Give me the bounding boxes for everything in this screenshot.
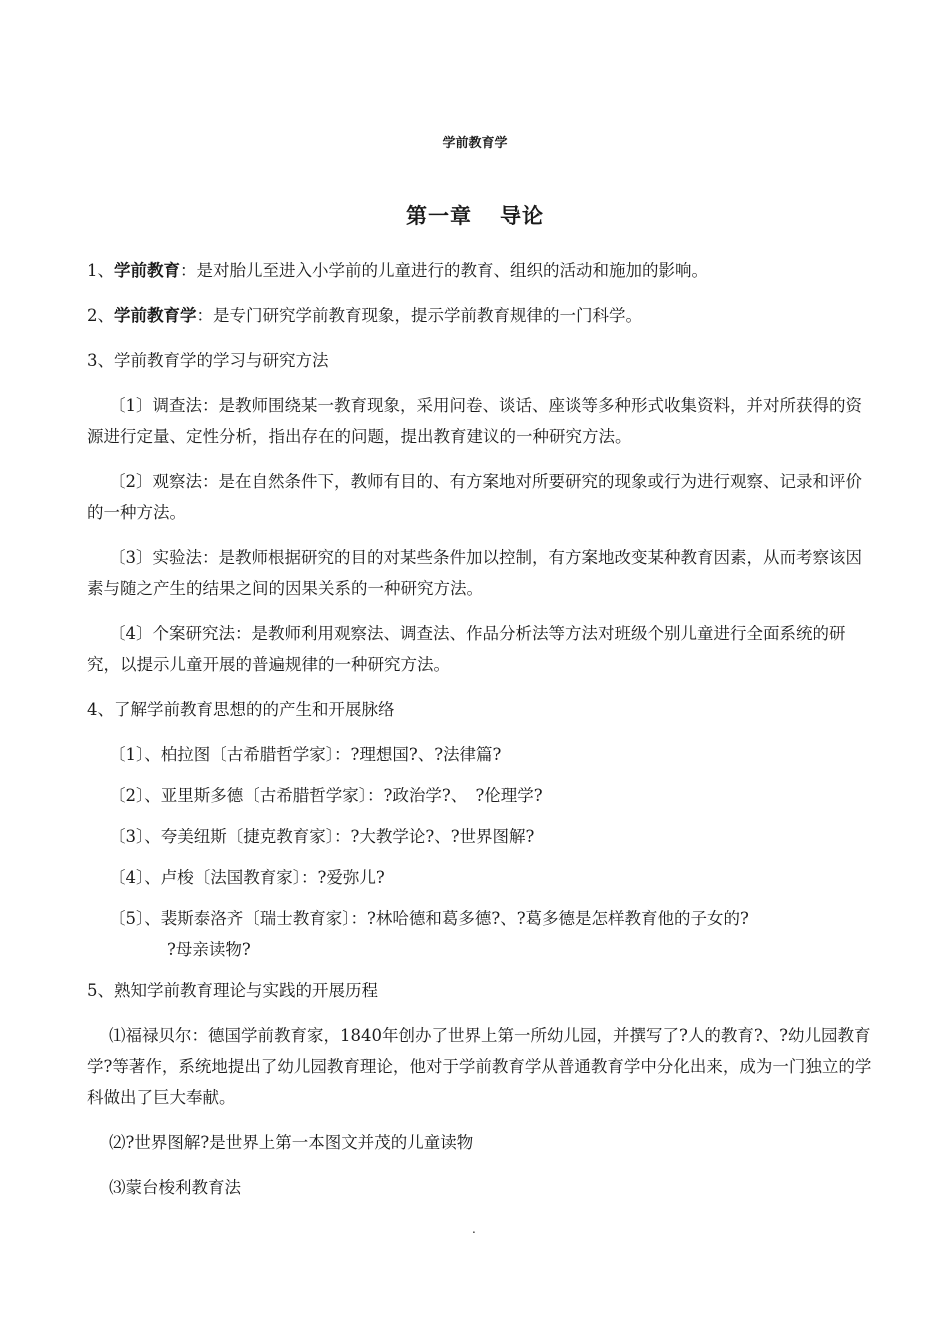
- page-footer-mark: .: [472, 1222, 476, 1236]
- method-paragraph: 〔2〕观察法：是在自然条件下，教师有目的、有方案地对所要研究的现象或行为进行观察、记录和评价的一种方法。: [87, 472, 862, 522]
- method-paragraph: 〔1〕调查法：是教师围绕某一教育现象，采用问卷、谈话、座谈等多种形式收集资料，并对所获得的资源进行定量、定性分析，指出存在的问题，提出教育建议的一种研究方法。: [87, 396, 862, 446]
- section-number: 1、: [87, 261, 114, 280]
- section-number: 2、: [87, 306, 114, 325]
- definition-text: ：是专门研究学前教育现象，提示学前教育规律的一门科学。: [196, 306, 642, 325]
- definition-paragraph: [87, 255, 872, 286]
- history-paragraph: ⑴福禄贝尔：德国学前教育家，1840年创办了世界上第一所幼儿园，并撰写了?人的教育?、?幼儿园教育学?等著作，系统地提出了幼儿园教育理论，他对于学前教育学从普通教育学中分化出来，成为一门独立的学科做出了巨大奉献。: [87, 1026, 872, 1107]
- chapter-label: 第一章: [406, 204, 472, 228]
- section-heading: 3、学前教育学的学习与研究方法: [87, 351, 329, 370]
- list-item: 〔4〕、卢梭〔法国教育家〕：?爱弥儿?: [109, 868, 385, 887]
- method-paragraph: 〔4〕个案研究法：是教师利用观察法、调查法、作品分析法等方法对班级个别儿童进行全面系统的研究，以提示儿童开展的普遍规律的一种研究方法。: [87, 624, 846, 674]
- chapter-name: 导论: [500, 204, 544, 228]
- list-item: 〔2〕、亚里斯多德〔古希腊哲学家〕：?政治学?、 ?伦理学?: [109, 786, 543, 805]
- definition-text: ：是对胎儿至进入小学前的儿童进行的教育、组织的活动和施加的影响。: [180, 261, 708, 280]
- document-header: 学前教育学: [442, 136, 508, 151]
- list-item: 〔3〕、夸美纽斯〔捷克教育家〕：?大教学论?、?世界图解?: [109, 827, 535, 846]
- list-item: [87, 903, 872, 965]
- history-paragraph: ⑶蒙台梭利教育法: [109, 1178, 241, 1197]
- document-body: [87, 255, 872, 1217]
- definition-term: 学前教育: [114, 261, 180, 280]
- section-heading: 5、熟知学前教育理论与实践的开展历程: [87, 981, 378, 1000]
- history-paragraph: ⑵?世界图解?是世界上第一本图文并茂的儿童读物: [109, 1133, 474, 1152]
- list-item-continuation: ?母亲读物?: [167, 940, 251, 959]
- list-item: 〔1〕、柏拉图〔古希腊哲学家〕：?理想国?、?法律篇?: [109, 745, 502, 764]
- definition-term: 学前教育学: [114, 306, 197, 325]
- section-heading: 4、了解学前教育思想的的产生和开展脉络: [87, 700, 395, 719]
- chapter-title: [0, 200, 950, 230]
- definition-paragraph: [87, 300, 872, 331]
- method-paragraph: 〔3〕实验法：是教师根据研究的目的对某些条件加以控制，有方案地改变某种教育因素，从而考察该因素与随之产生的结果之间的因果关系的一种研究方法。: [87, 548, 862, 598]
- list-item-text: 〔5〕、裴斯泰洛齐〔瑞士教育家〕：?林哈德和葛多德?、?葛多德是怎样教育他的子女的?: [109, 909, 749, 928]
